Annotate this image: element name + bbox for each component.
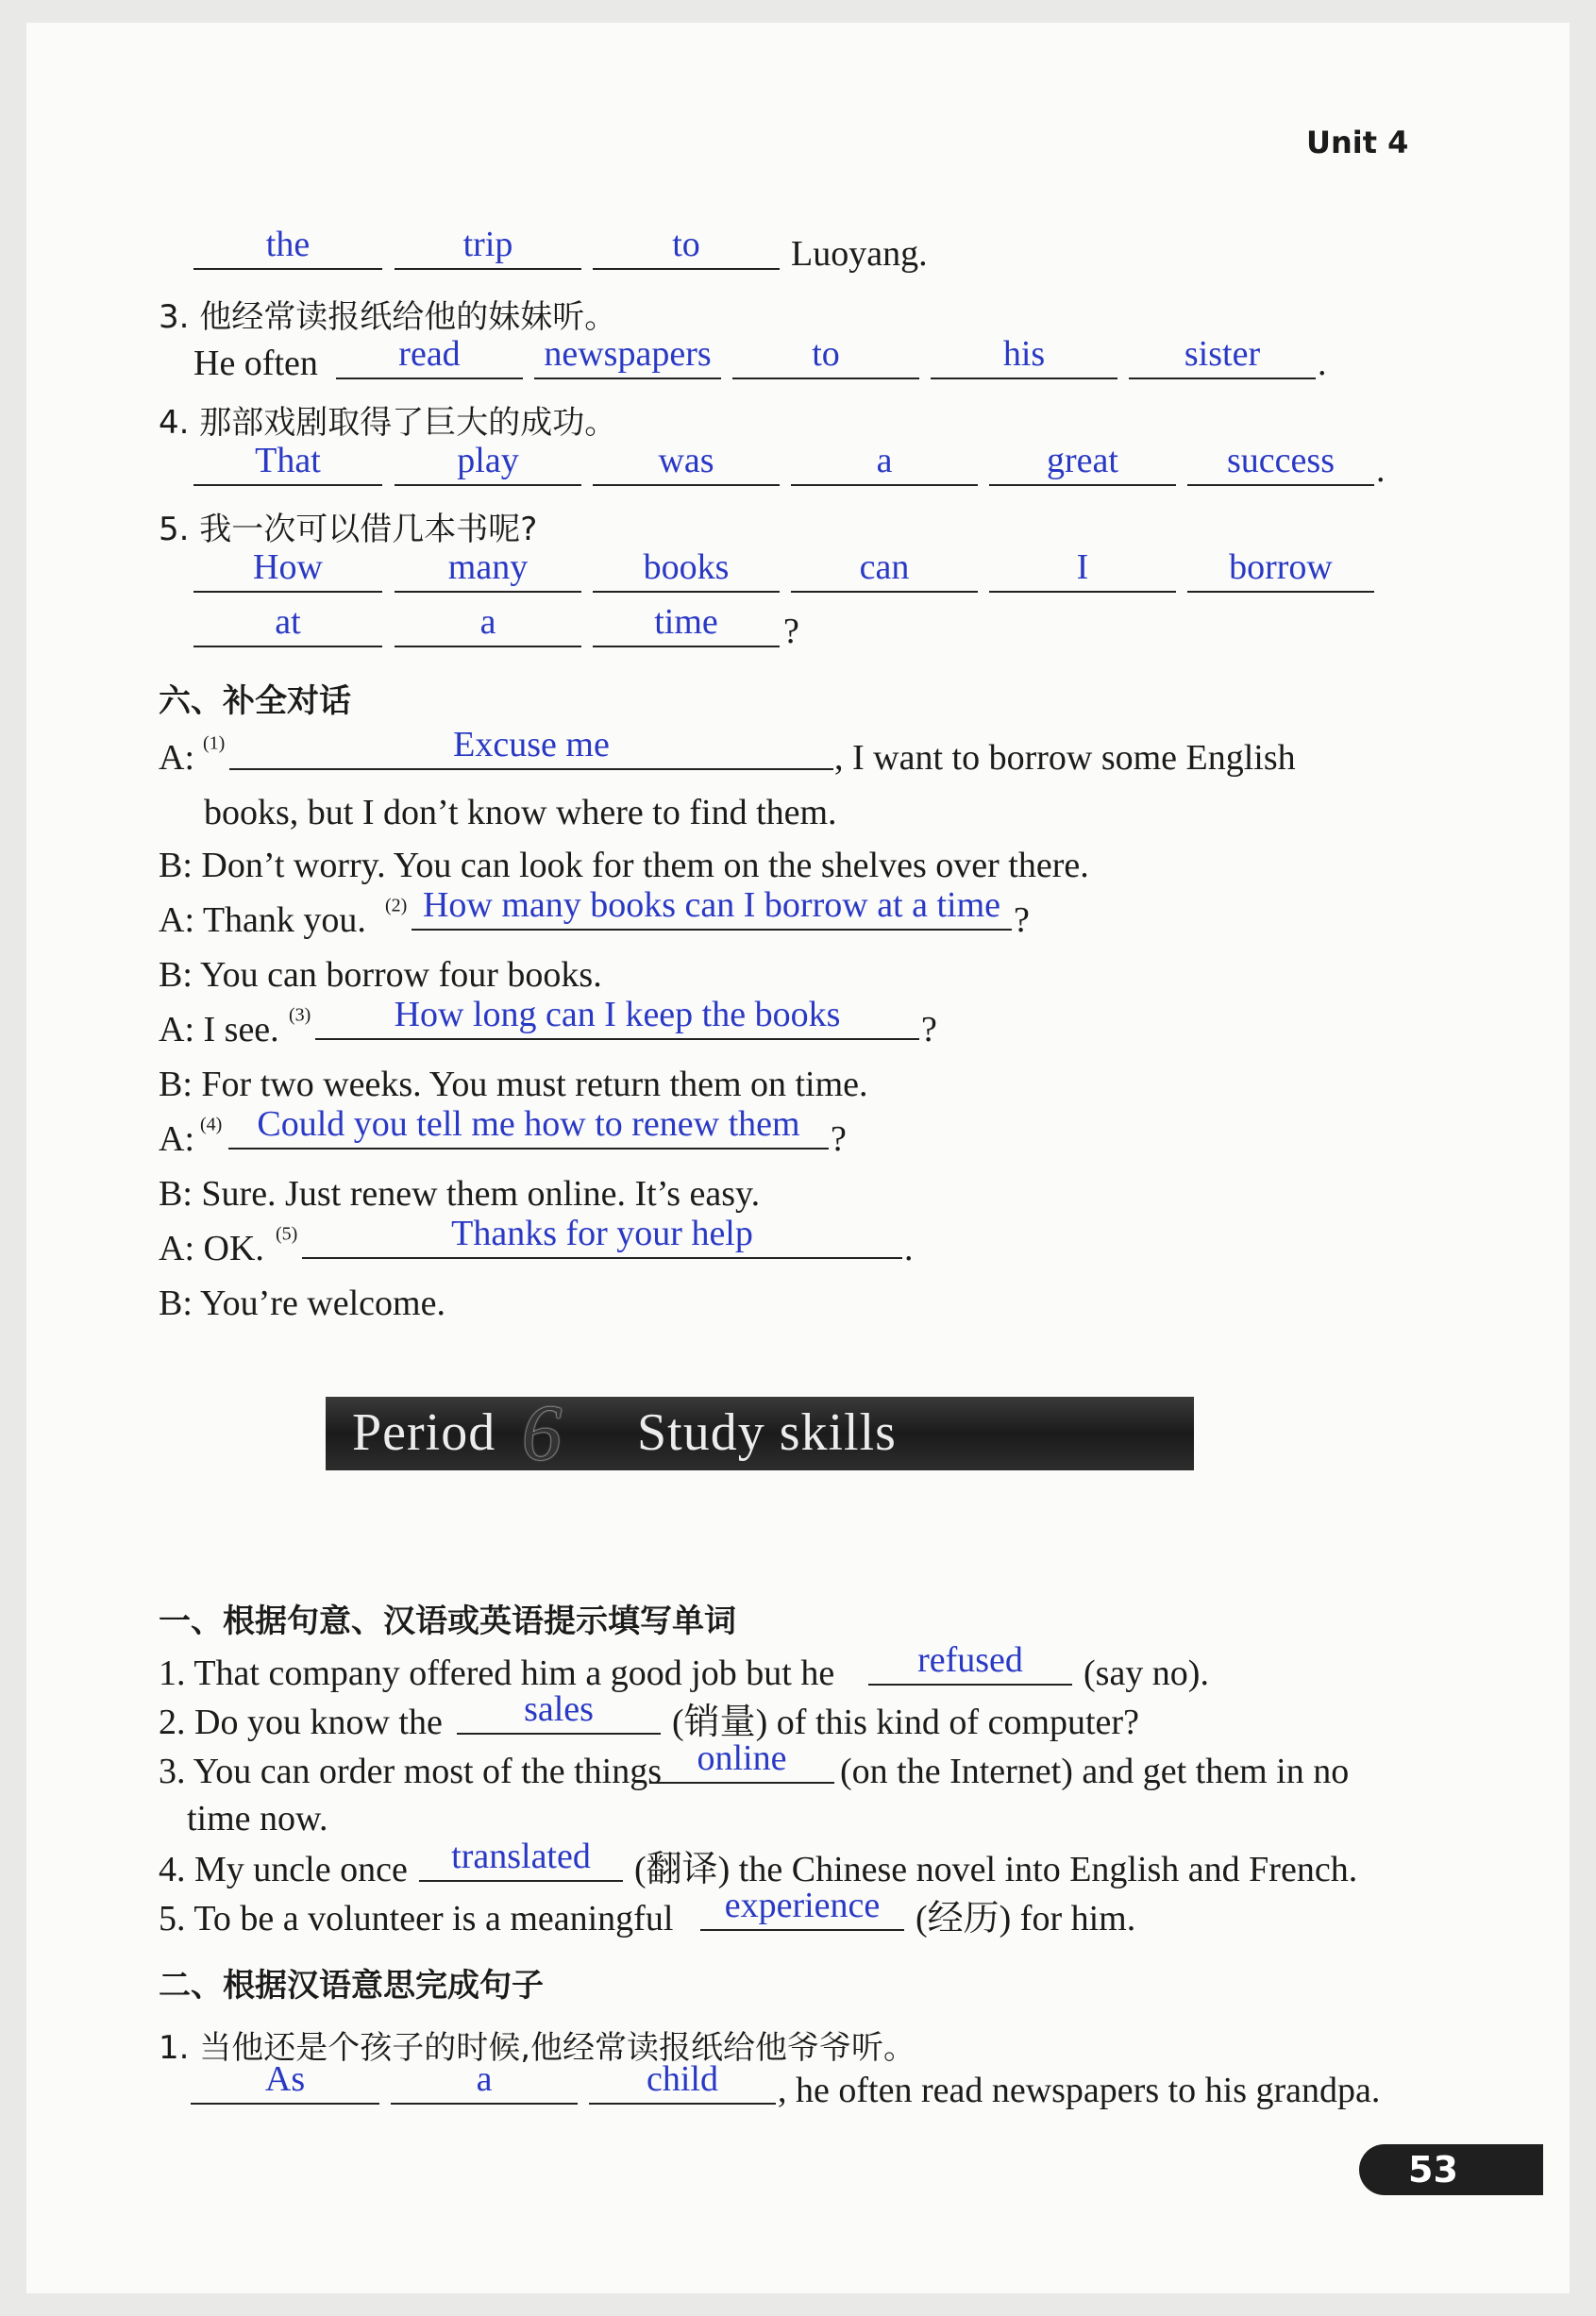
answer-blank: borrow	[1187, 545, 1374, 593]
question-text: time now.	[187, 1799, 328, 1838]
answer-blank: I	[989, 545, 1176, 593]
dialogue-text: ?	[831, 1119, 847, 1159]
answer-blank: play	[395, 439, 581, 486]
dialogue-text: A: I see.	[159, 1010, 279, 1049]
answer-blank: That	[193, 439, 382, 486]
question-prompt: 4. 那部戏剧取得了巨大的成功。	[159, 404, 617, 442]
answer-blank: refused	[868, 1638, 1072, 1686]
sentence-end: .	[1318, 344, 1327, 383]
answer-blank: How long can I keep the books	[315, 993, 919, 1040]
blank-number: (5)	[276, 1223, 298, 1245]
question-prompt: 3. 他经常读报纸给他的妹妹听。	[159, 298, 617, 336]
dialogue-text: ?	[1014, 900, 1030, 940]
question-text: 2. Do you know the	[159, 1703, 443, 1742]
dialogue-text: A: OK.	[159, 1229, 264, 1268]
dialogue-text: , I want to borrow some English	[834, 738, 1296, 778]
page-number: 53	[1359, 2144, 1543, 2195]
answer-blank: can	[791, 545, 978, 593]
answer-blank: great	[989, 439, 1176, 486]
sentence-end: .	[1376, 450, 1386, 490]
question-text: (销量) of this kind of computer?	[672, 1703, 1139, 1742]
answer-blank: to	[732, 332, 919, 379]
blank-number: (1)	[203, 732, 226, 754]
answer-blank: sister	[1129, 332, 1316, 379]
dialogue-text: B: Sure. Just renew them online. It’s easy.	[159, 1174, 761, 1214]
answer-blank: read	[336, 332, 523, 379]
sentence-lead: He often	[193, 344, 318, 383]
dialogue-speaker: A:	[159, 738, 194, 778]
answer-blank: books	[593, 545, 780, 593]
sentence-end: ?	[783, 612, 799, 651]
dialogue-text: books, but I don’t know where to find them.	[204, 793, 837, 832]
question-prompt: 5. 我一次可以借几本书呢?	[159, 511, 538, 548]
dialogue-text: B: Don’t worry. You can look for them on the shelves over there.	[159, 846, 1089, 885]
dialogue-text: B: For two weeks. You must return them on time.	[159, 1065, 868, 1104]
section-heading: 二、根据汉语意思完成句子	[159, 1967, 544, 2005]
answer-blank: As	[191, 2057, 379, 2105]
answer-blank: sales	[457, 1687, 661, 1735]
blank-number: (2)	[385, 895, 408, 916]
blank-number: (4)	[200, 1114, 223, 1135]
answer-blank: translated	[419, 1835, 623, 1882]
answer-blank: to	[593, 223, 780, 270]
answer-blank: a	[391, 2057, 578, 2105]
banner-period: Period	[352, 1403, 496, 1462]
answer-blank: Could you tell me how to renew them	[228, 1102, 829, 1150]
answer-blank: time	[593, 600, 780, 647]
dialogue-text: A:	[159, 1119, 194, 1159]
question-text: 4. My uncle once	[159, 1850, 408, 1889]
sentence-end: , he often read newspapers to his grandpa.	[778, 2071, 1381, 2110]
answer-blank: many	[395, 545, 581, 593]
unit-label: Unit 4	[1306, 125, 1409, 160]
question-text: 3. You can order most of the things	[159, 1752, 663, 1791]
section-heading: 六、补全对话	[159, 682, 351, 720]
question-text: 5. To be a volunteer is a meaningful	[159, 1899, 674, 1938]
question-text: (on the Internet) and get them in no	[840, 1752, 1350, 1791]
answer-blank: success	[1187, 439, 1374, 486]
answer-blank: his	[931, 332, 1117, 379]
answer-blank: was	[593, 439, 780, 486]
question-text: 1. That company offered him a good job but he	[159, 1653, 835, 1693]
answer-blank: Excuse me	[229, 723, 833, 770]
question-text: (翻译) the Chinese novel into English and French.	[634, 1850, 1358, 1889]
answer-blank: Thanks for your help	[302, 1212, 902, 1259]
answer-blank: How	[193, 545, 382, 593]
question-prompt: 1. 当他还是个孩子的时候,他经常读报纸给他爷爷听。	[159, 2029, 916, 2067]
answer-blank: at	[193, 600, 382, 647]
dialogue-text: B: You’re welcome.	[159, 1284, 445, 1323]
dialogue-text: .	[904, 1229, 914, 1268]
question-text: (经历) for him.	[916, 1899, 1136, 1938]
period-banner	[326, 1389, 1194, 1477]
dialogue-text: ?	[921, 1010, 937, 1049]
answer-blank: the	[193, 223, 382, 270]
blank-number: (3)	[289, 1004, 311, 1026]
answer-blank: online	[649, 1737, 834, 1784]
answer-blank: How many books can I borrow at a time	[412, 883, 1012, 931]
section-heading: 一、根据句意、汉语或英语提示填写单词	[159, 1603, 736, 1640]
banner-title: Study skills	[637, 1403, 897, 1462]
answer-blank: a	[791, 439, 978, 486]
answer-blank: experience	[700, 1884, 904, 1931]
banner-number: 6	[522, 1389, 563, 1477]
answer-blank: a	[395, 600, 581, 647]
answer-blank: trip	[395, 223, 581, 270]
dialogue-text: B: You can borrow four books.	[159, 955, 602, 995]
sentence-end: Luoyang.	[791, 234, 928, 274]
answer-blank: child	[589, 2057, 776, 2105]
question-text: (say no).	[1084, 1653, 1209, 1693]
dialogue-text: A: Thank you.	[159, 900, 366, 940]
answer-blank: newspapers	[534, 332, 721, 379]
